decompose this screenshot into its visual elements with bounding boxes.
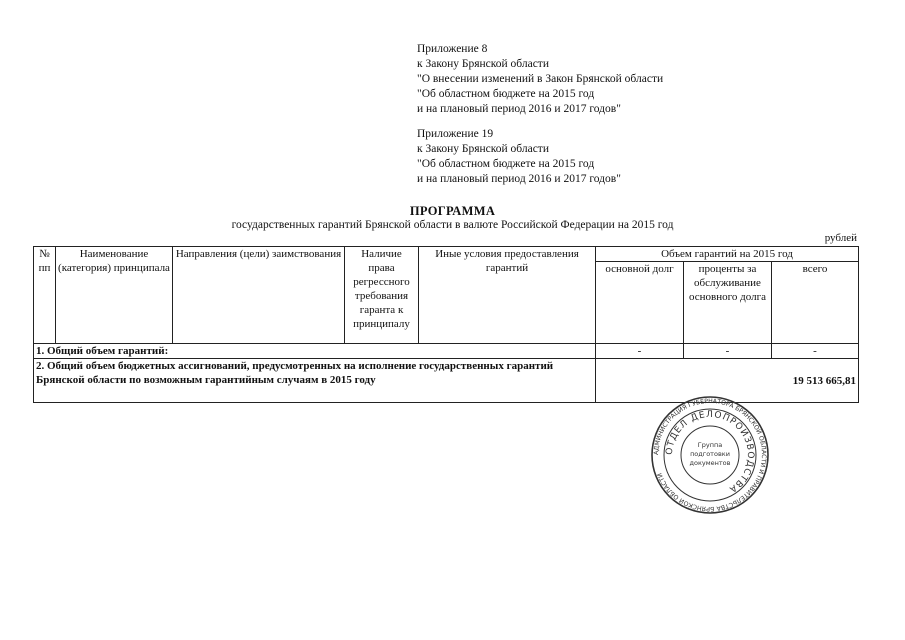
header-principal: Наименование (категория) принципала: [56, 247, 173, 344]
row1-total: -: [772, 344, 859, 359]
header-volume: Объем гарантий на 2015 год: [596, 247, 859, 262]
stamp-ring-text: АДМИНИСТРАЦИЯ ГУБЕРНАТОРА БРЯНСКОЙ ОБЛАСТИ И ПРАВИТЕЛЬСТВА БРЯНСКОЙ ОБЛАСТИ: [652, 397, 768, 513]
header-regress: Наличие права регрессного требования гаранта к принципалу: [345, 247, 419, 344]
row1-interest: -: [684, 344, 772, 359]
header-interest: проценты за обслуживание основного долга: [684, 262, 772, 344]
stamp-center-line: документов: [689, 459, 731, 467]
row1-main-debt: -: [596, 344, 684, 359]
stamp-center-line: Группа: [697, 441, 723, 449]
header-main-debt: основной долг: [596, 262, 684, 344]
stamp-center-line: подготовки: [690, 450, 730, 458]
header-1-line: Приложение 8: [417, 43, 488, 55]
header-1-line: "О внесении изменений в Закон Брянской области: [417, 73, 664, 85]
header-1-line: "Об областном бюджете на 2015 год: [417, 88, 595, 100]
currency-unit: рублей: [824, 232, 857, 244]
stamp-inner-text: ОТДЕЛ ДЕЛОПРОИЗВОДСТВА: [664, 409, 756, 495]
row1-label: 1. Общий объем гарантий:: [34, 344, 596, 359]
header-2-line: к Закону Брянской области: [417, 143, 549, 155]
header-num: № пп: [34, 247, 56, 344]
document-title: ПРОГРАММА: [409, 204, 496, 218]
row2-label: 2. Общий объем бюджетных ассигнований, предусмотренных на исполнение государственных гарантий Брянской области по возможным гарантийным случаям в 2015 году: [34, 359, 596, 403]
header-2-line: Приложение 19: [417, 128, 494, 140]
header-1-line: к Закону Брянской области: [417, 58, 549, 70]
header-block-2: [417, 127, 621, 187]
header-2-line: "Об областном бюджете на 2015 год: [417, 158, 595, 170]
header-total: всего: [772, 262, 859, 344]
header-direction: Направления (цели) заимствования: [173, 247, 345, 344]
header-conditions: Иные условия предоставления гарантий: [419, 247, 596, 344]
guarantee-program-table: [33, 246, 859, 403]
document-subtitle: государственных гарантий Брянской области в валюте Российской Федерации на 2015 год: [231, 219, 674, 231]
official-stamp: [650, 395, 770, 515]
row2-total: 19 513 665,81: [596, 359, 859, 403]
header-block-1: [417, 42, 663, 117]
header-1-line: и на плановый период 2016 и 2017 годов": [417, 103, 621, 115]
header-2-line: и на плановый период 2016 и 2017 годов": [417, 173, 621, 185]
